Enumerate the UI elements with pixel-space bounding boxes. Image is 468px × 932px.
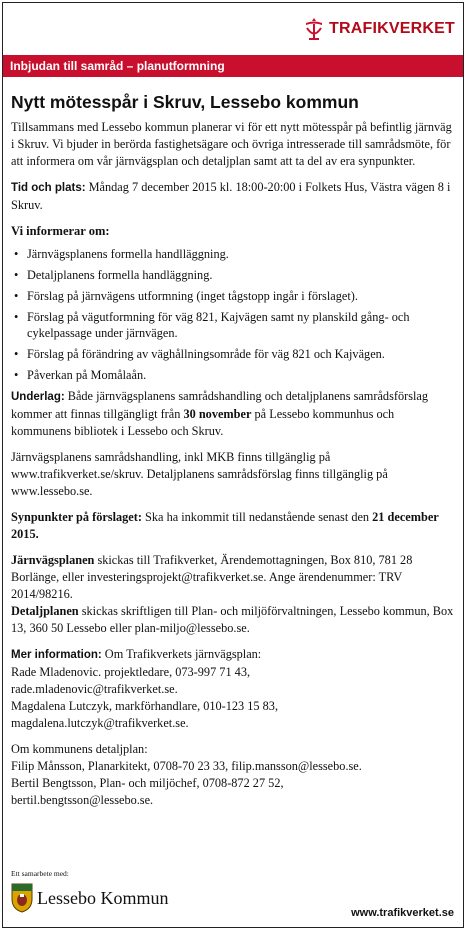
time-place-label: Tid och plats: — [11, 182, 86, 194]
banner: Inbjudan till samråd – planutformning — [3, 55, 463, 77]
more-info-paragraph — [11, 646, 457, 732]
synpunkter-paragraph — [11, 509, 457, 543]
synpunkter-text: Ska ha inkommit till nedanstående senast den — [141, 510, 373, 524]
list-item: • Järnvägsplanens formella handlläggning. — [11, 246, 457, 262]
contact-line: Bertil Bengtsson, Plan- och miljöchef, 0708-872 27 52, — [11, 776, 284, 790]
contact-line: Filip Månsson, Planarkitekt, 0708-70 23 33, filip.mansson@lessebo.se. — [11, 759, 362, 773]
collab-label: Ett samarbete med: — [11, 869, 69, 878]
contact-line: magdalena.lutczyk@trafikverket.se. — [11, 716, 189, 730]
jarnvagsplanen-text: skickas till Trafikverket, Ärendemottagningen, Box 810, 781 28 Borlänge, eller investeringsprojekt@trafikverket.se. Ange ärendenummer: TRV 2014/98216. — [11, 553, 413, 601]
detaljplanen-label: Detaljplanen — [11, 604, 79, 618]
more-info-lead: Om Trafikverkets järnvägsplan: — [101, 647, 262, 661]
underlag-text-1: Både järnvägsplanens samrådshandling och detaljplanens samrådsförslag kommer att finnas tillgängligt från — [11, 389, 429, 421]
underlag-text-2: på Lessebo kommunhus och kommunens bibliotek i Lessebo och Skruv. — [11, 407, 395, 438]
inform-list — [11, 246, 457, 383]
jarnvagsplanen-label: Järnvägsplanen — [11, 553, 95, 567]
trafikverket-emblem-icon — [303, 17, 325, 41]
page-title: Nytt mötesspår i Skruv, Lessebo kommun — [11, 92, 359, 112]
contact-line: Magdalena Lutczyk, markförhandlare, 010-123 15 83, — [11, 699, 279, 713]
synpunkter-date: 21 december 2015. — [11, 510, 439, 541]
contact-line: rade.mladenovic@trafikverket.se. — [11, 682, 178, 696]
list-item: • Förslag på järnvägens utformning (inget tågstopp ingår i förslaget). — [11, 288, 457, 304]
contact-line: Rade Mladenovic. projektledare, 073-997 71 43, — [11, 665, 251, 679]
kommun-info-lead: Om kommunens detaljplan: — [11, 742, 148, 756]
brand-name: TRAFIKVERKET — [329, 20, 455, 37]
detaljplanen-paragraph — [11, 603, 457, 637]
lessebo-kommun-logo — [11, 883, 168, 913]
underlag-label: Underlag: — [11, 391, 65, 403]
intro-paragraph: Tillsammans med Lessebo kommun planerar vi för ett nytt mötesspår på befintlig järnväg i Skruv. Vi bjuder in berörda fastighetsägare och övriga intresserade till samrådsmöte, för att informera om vår järnvägsplan och detaljplan samt att ta del av era synpunkter. — [11, 120, 452, 168]
website-url[interactable]: www.trafikverket.se — [351, 907, 454, 919]
time-place-paragraph — [11, 179, 457, 214]
mkb-paragraph: Järnvägsplanens samrådshandling, inkl MKB finns tillgänglig på www.trafikverket.se/skruv. Detaljplanens samrådsförslag finns tillgänglig på www.lessebo.se. — [11, 450, 388, 498]
kommun-info-paragraph — [11, 741, 457, 809]
time-place-text: Måndag 7 december 2015 kl. 18:00-20:00 i Folkets Hus, Västra vägen 8 i Skruv. — [11, 180, 451, 212]
list-item: • Påverkan på Momålaån. — [11, 367, 457, 383]
jarnvagsplanen-paragraph — [11, 552, 457, 603]
main-content — [11, 91, 457, 818]
list-item: • Förslag på vägutformning för väg 821, Kajvägen samt ny planskild gång- och cykelpassage under järnvägen. — [11, 309, 457, 341]
list-item: • Förslag på förändring av väghållningsområde för väg 821 och Kajvägen. — [11, 346, 457, 362]
contact-line: bertil.bengtsson@lessebo.se. — [11, 793, 154, 807]
synpunkter-label: Synpunkter på förslaget: — [11, 510, 142, 524]
underlag-paragraph — [11, 388, 457, 440]
lessebo-coat-of-arms-icon — [11, 883, 33, 913]
header — [3, 3, 463, 55]
list-item: • Detaljplanens formella handläggning. — [11, 267, 457, 283]
underlag-date: 30 november — [183, 407, 252, 421]
trafikverket-logo — [303, 17, 455, 41]
more-info-label: Mer information: — [11, 649, 102, 661]
advertisement-page — [2, 2, 464, 928]
detaljplanen-text: skickas skriftligen till Plan- och miljöförvaltningen, Lessebo kommun, Box 13, 360 50 Lessebo eller plan-miljo@lessebo.se. — [11, 604, 454, 635]
kommun-name: Lessebo Kommun — [37, 887, 169, 908]
inform-heading: Vi informerar om: — [11, 224, 110, 238]
